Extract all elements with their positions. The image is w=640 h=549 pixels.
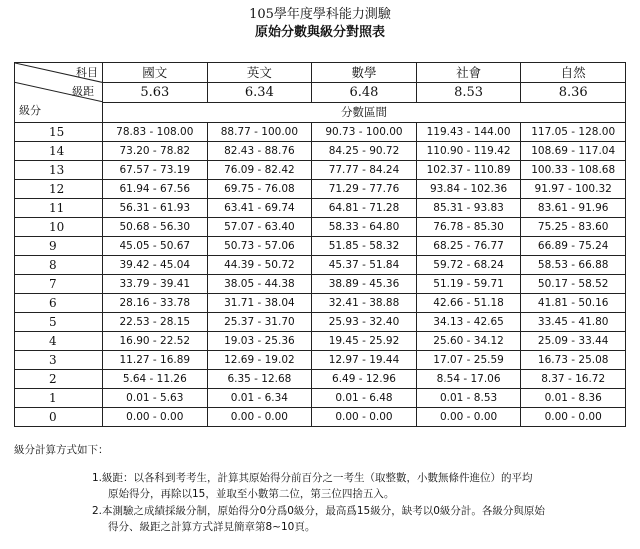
score-range-cell: 71.29 - 77.76 xyxy=(312,180,417,199)
score-range-cell: 50.17 - 58.52 xyxy=(521,275,626,294)
score-range-cell: 0.01 - 6.34 xyxy=(207,389,312,408)
score-range-cell: 0.00 - 0.00 xyxy=(207,408,312,427)
score-range-cell: 44.39 - 50.72 xyxy=(207,256,312,275)
level-value: 11 xyxy=(15,199,103,218)
score-range-cell: 90.73 - 100.00 xyxy=(312,123,417,142)
score-range-cell: 6.35 - 12.68 xyxy=(207,370,312,389)
score-range-cell: 84.25 - 90.72 xyxy=(312,142,417,161)
score-range-cell: 100.33 - 108.68 xyxy=(521,161,626,180)
score-range-cell: 58.33 - 64.80 xyxy=(312,218,417,237)
score-range-cell: 32.41 - 38.88 xyxy=(312,294,417,313)
score-range-cell: 22.53 - 28.15 xyxy=(103,313,208,332)
score-range-cell: 63.41 - 69.74 xyxy=(207,199,312,218)
score-range-cell: 16.73 - 25.08 xyxy=(521,351,626,370)
score-range-cell: 0.01 - 8.53 xyxy=(416,389,521,408)
score-range-cell: 83.61 - 91.96 xyxy=(521,199,626,218)
interval-chinese: 5.63 xyxy=(103,83,208,103)
subject-science: 自然 xyxy=(521,63,626,83)
subject-social: 社會 xyxy=(416,63,521,83)
score-range-cell: 34.13 - 42.65 xyxy=(416,313,521,332)
score-range-cell: 50.73 - 57.06 xyxy=(207,237,312,256)
level-value: 4 xyxy=(15,332,103,351)
level-value: 2 xyxy=(15,370,103,389)
score-range-cell: 91.97 - 100.32 xyxy=(521,180,626,199)
score-range-cell: 66.89 - 75.24 xyxy=(521,237,626,256)
level-value: 0 xyxy=(15,408,103,427)
score-range-cell: 19.03 - 25.36 xyxy=(207,332,312,351)
corner-label-interval: 級距 xyxy=(72,85,94,98)
score-range-cell: 119.43 - 144.00 xyxy=(416,123,521,142)
interval-science: 8.36 xyxy=(521,83,626,103)
score-range-cell: 33.45 - 41.80 xyxy=(521,313,626,332)
score-range-cell: 64.81 - 71.28 xyxy=(312,199,417,218)
score-range-cell: 28.16 - 33.78 xyxy=(103,294,208,313)
score-range-cell: 57.07 - 63.40 xyxy=(207,218,312,237)
page-subtitle: 原始分數與級分對照表 xyxy=(254,25,385,40)
level-value: 6 xyxy=(15,294,103,313)
level-value: 9 xyxy=(15,237,103,256)
score-range-cell: 102.37 - 110.89 xyxy=(416,161,521,180)
score-zone-header: 分數區間 xyxy=(103,103,626,123)
score-range-cell: 0.01 - 6.48 xyxy=(312,389,417,408)
score-range-cell: 51.85 - 58.32 xyxy=(312,237,417,256)
page-title: 105學年度學科能力測驗 xyxy=(249,7,391,22)
score-range-cell: 68.25 - 76.77 xyxy=(416,237,521,256)
score-range-cell: 8.54 - 17.06 xyxy=(416,370,521,389)
score-range-cell: 31.71 - 38.04 xyxy=(207,294,312,313)
score-range-cell: 19.45 - 25.92 xyxy=(312,332,417,351)
note-2-line-2: 得分、級距之計算方式詳見簡章第8~10頁。 xyxy=(108,521,316,533)
level-value: 12 xyxy=(15,180,103,199)
note-1-line-2: 原始得分，再除以15，並取至小數第二位，第三位四捨五入。 xyxy=(108,488,395,500)
score-range-cell: 0.00 - 0.00 xyxy=(312,408,417,427)
notes-heading: 級分計算方式如下： xyxy=(14,444,109,456)
score-range-cell: 25.60 - 34.12 xyxy=(416,332,521,351)
score-range-cell: 41.81 - 50.16 xyxy=(521,294,626,313)
score-range-cell: 33.79 - 39.41 xyxy=(103,275,208,294)
corner-label-level: 級分 xyxy=(19,104,41,117)
score-range-cell: 58.53 - 66.88 xyxy=(521,256,626,275)
note-2-line-1: 2.本測驗之成績採級分制，原始得分0分爲0級分，最高爲15級分，缺考以0級分計。各級分與原始 xyxy=(92,505,545,517)
level-value: 5 xyxy=(15,313,103,332)
score-range-cell: 69.75 - 76.08 xyxy=(207,180,312,199)
score-range-cell: 93.84 - 102.36 xyxy=(416,180,521,199)
score-range-cell: 85.31 - 93.83 xyxy=(416,199,521,218)
score-range-cell: 75.25 - 83.60 xyxy=(521,218,626,237)
level-value: 13 xyxy=(15,161,103,180)
level-value: 8 xyxy=(15,256,103,275)
score-range-cell: 42.66 - 51.18 xyxy=(416,294,521,313)
score-range-cell: 59.72 - 68.24 xyxy=(416,256,521,275)
score-range-cell: 117.05 - 128.00 xyxy=(521,123,626,142)
subject-math: 數學 xyxy=(312,63,417,83)
score-range-cell: 38.89 - 45.36 xyxy=(312,275,417,294)
score-range-cell: 25.09 - 33.44 xyxy=(521,332,626,351)
score-range-cell: 12.69 - 19.02 xyxy=(207,351,312,370)
score-range-cell: 88.77 - 100.00 xyxy=(207,123,312,142)
interval-social: 8.53 xyxy=(416,83,521,103)
score-range-cell: 8.37 - 16.72 xyxy=(521,370,626,389)
level-value: 7 xyxy=(15,275,103,294)
score-range-cell: 38.05 - 44.38 xyxy=(207,275,312,294)
score-range-cell: 0.00 - 0.00 xyxy=(103,408,208,427)
score-range-cell: 6.49 - 12.96 xyxy=(312,370,417,389)
score-range-cell: 108.69 - 117.04 xyxy=(521,142,626,161)
score-range-cell: 11.27 - 16.89 xyxy=(103,351,208,370)
score-range-cell: 0.01 - 8.36 xyxy=(521,389,626,408)
level-value: 14 xyxy=(15,142,103,161)
corner-label-subject: 科目 xyxy=(76,66,98,79)
score-range-cell: 16.90 - 22.52 xyxy=(103,332,208,351)
interval-math: 6.48 xyxy=(312,83,417,103)
score-range-cell: 50.68 - 56.30 xyxy=(103,218,208,237)
score-range-cell: 76.09 - 82.42 xyxy=(207,161,312,180)
score-range-cell: 25.37 - 31.70 xyxy=(207,313,312,332)
subject-chinese: 國文 xyxy=(103,63,208,83)
score-range-cell: 78.83 - 108.00 xyxy=(103,123,208,142)
score-range-cell: 110.90 - 119.42 xyxy=(416,142,521,161)
level-value: 15 xyxy=(15,123,103,142)
score-range-cell: 17.07 - 25.59 xyxy=(416,351,521,370)
level-value: 10 xyxy=(15,218,103,237)
score-range-cell: 45.05 - 50.67 xyxy=(103,237,208,256)
score-range-cell: 76.78 - 85.30 xyxy=(416,218,521,237)
score-range-cell: 67.57 - 73.19 xyxy=(103,161,208,180)
score-range-cell: 56.31 - 61.93 xyxy=(103,199,208,218)
score-range-cell: 61.94 - 67.56 xyxy=(103,180,208,199)
level-value: 3 xyxy=(15,351,103,370)
subject-english: 英文 xyxy=(207,63,312,83)
score-range-cell: 0.01 - 5.63 xyxy=(103,389,208,408)
level-value: 1 xyxy=(15,389,103,408)
score-range-cell: 25.93 - 32.40 xyxy=(312,313,417,332)
score-range-cell: 0.00 - 0.00 xyxy=(521,408,626,427)
score-range-cell: 12.97 - 19.44 xyxy=(312,351,417,370)
score-range-cell: 82.43 - 88.76 xyxy=(207,142,312,161)
interval-english: 6.34 xyxy=(207,83,312,103)
score-range-cell: 51.19 - 59.71 xyxy=(416,275,521,294)
score-range-cell: 77.77 - 84.24 xyxy=(312,161,417,180)
score-range-cell: 39.42 - 45.04 xyxy=(103,256,208,275)
score-range-cell: 45.37 - 51.84 xyxy=(312,256,417,275)
score-range-cell: 73.20 - 78.82 xyxy=(103,142,208,161)
note-1-line-1: 1.級距：以各科到考考生，計算其原始得分前百分之一考生（取整數，小數無條件進位）的平均 xyxy=(92,472,533,484)
score-range-cell: 0.00 - 0.00 xyxy=(416,408,521,427)
score-range-cell: 5.64 - 11.26 xyxy=(103,370,208,389)
